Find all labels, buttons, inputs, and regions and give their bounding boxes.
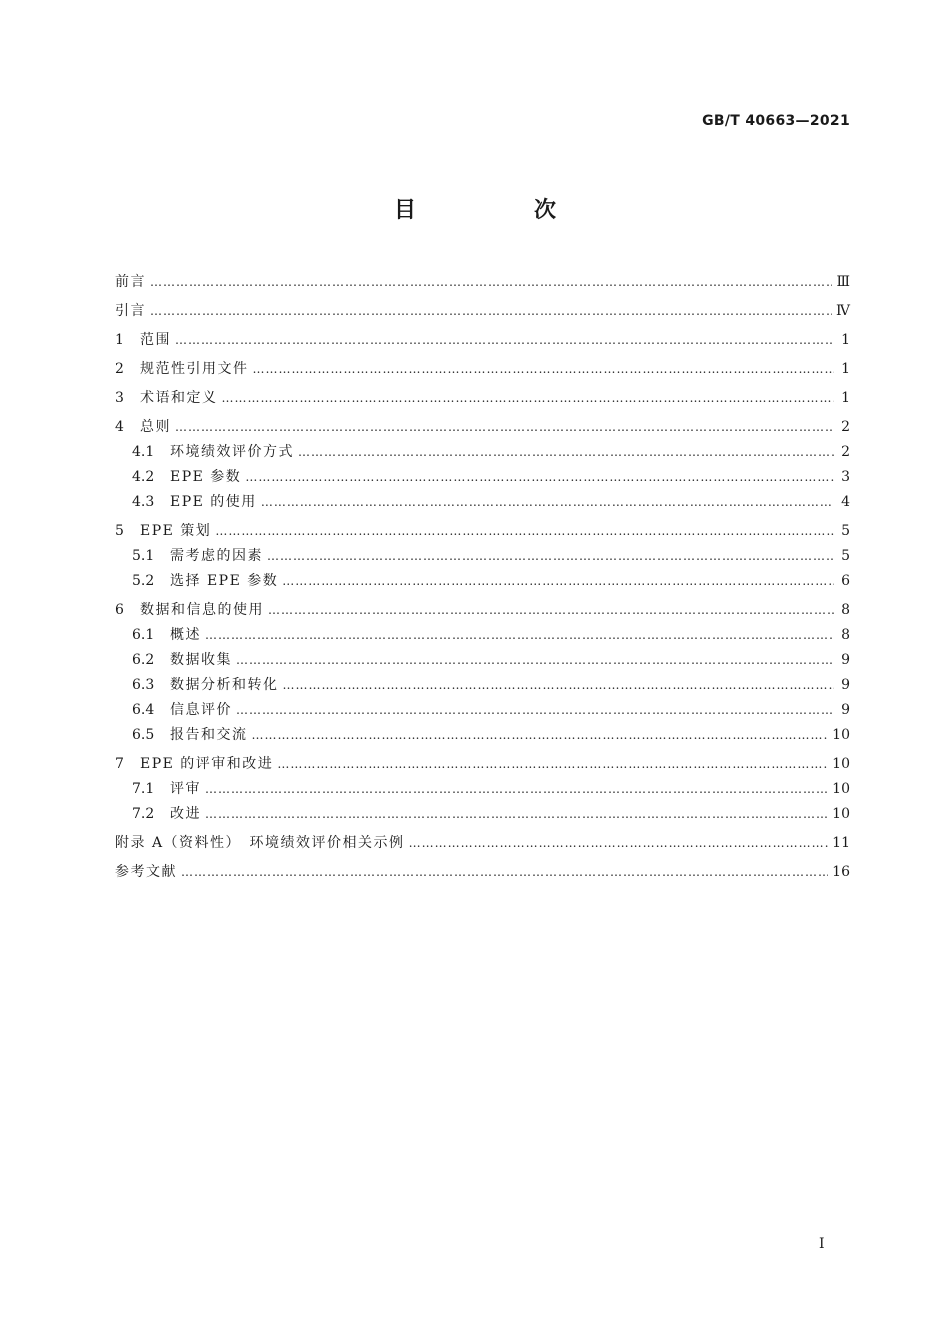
toc-subentry[interactable] — [115, 465, 850, 490]
toc-entry-page: 10 — [832, 727, 850, 743]
dot-leader — [268, 598, 834, 623]
toc-entry[interactable] — [115, 415, 850, 440]
toc-entry-label: EPE 参数 — [170, 469, 242, 485]
toc-entry-number: 4 — [115, 419, 124, 435]
toc-entry-page: 9 — [841, 702, 850, 718]
table-of-contents — [115, 270, 850, 885]
toc-subentry[interactable] — [115, 698, 850, 723]
toc-entry-label: 报告和交流 — [170, 727, 248, 743]
toc-entry-number: 7 — [115, 756, 124, 772]
standard-code: GB/T 40663—2021 — [702, 113, 850, 129]
toc-entry-label: 引言 — [115, 303, 146, 319]
dot-leader — [252, 723, 829, 748]
dot-leader — [236, 648, 834, 673]
toc-entry-page: 2 — [841, 419, 850, 435]
toc-entry-page: 5 — [841, 523, 850, 539]
toc-entry-label: 范围 — [140, 332, 171, 348]
toc-entry-label: 选择 EPE 参数 — [170, 573, 279, 589]
toc-entry-page: 3 — [841, 469, 850, 485]
toc-entry-page: 1 — [841, 361, 850, 377]
toc-entry-page: 1 — [841, 332, 850, 348]
dot-leader — [283, 673, 835, 698]
toc-entry-number: 6 — [115, 602, 124, 618]
toc-entry-label: 信息评价 — [170, 702, 232, 718]
dot-leader — [267, 544, 834, 569]
toc-entry-number: 2 — [115, 361, 124, 377]
toc-subentry[interactable] — [115, 440, 850, 465]
toc-entry-label: 规范性引用文件 — [140, 361, 249, 377]
toc-entry[interactable] — [115, 270, 850, 295]
toc-subentry[interactable] — [115, 802, 850, 827]
dot-leader — [175, 328, 834, 353]
dot-leader — [150, 299, 832, 324]
toc-entry[interactable] — [115, 831, 850, 856]
toc-entry[interactable] — [115, 328, 850, 353]
toc-entry-page: 9 — [841, 652, 850, 668]
toc-subentry[interactable] — [115, 623, 850, 648]
toc-entry-label: 数据和信息的使用 — [140, 602, 264, 618]
toc-entry-label: 前言 — [115, 274, 146, 290]
toc-entry-number: 6.3 — [132, 677, 155, 693]
toc-entry-page: Ⅳ — [836, 303, 850, 319]
dot-leader — [205, 777, 828, 802]
toc-entry-page: 8 — [841, 602, 850, 618]
dot-leader — [261, 490, 834, 515]
toc-entry-page: 10 — [832, 781, 850, 797]
toc-entry[interactable] — [115, 519, 850, 544]
dot-leader — [236, 698, 834, 723]
toc-entry-number: 7.1 — [132, 781, 155, 797]
toc-entry-page: 5 — [841, 548, 850, 564]
toc-entry-page: 10 — [832, 806, 850, 822]
toc-entry-label: 术语和定义 — [140, 390, 218, 406]
toc-subentry[interactable] — [115, 569, 850, 594]
toc-entry-page: 2 — [841, 444, 850, 460]
toc-entry-number: 4.2 — [132, 469, 155, 485]
toc-entry-label: 数据收集 — [170, 652, 232, 668]
toc-entry-label: 概述 — [170, 627, 201, 643]
page-title: 目 次 — [393, 198, 604, 223]
dot-leader — [222, 386, 835, 411]
toc-entry-page: 10 — [832, 756, 850, 772]
toc-entry-label: 环境绩效评价方式 — [170, 444, 294, 460]
dot-leader — [245, 465, 834, 490]
toc-entry-label: EPE 策划 — [140, 523, 212, 539]
toc-entry-page: 4 — [841, 494, 850, 510]
toc-entry[interactable] — [115, 386, 850, 411]
toc-entry-number: 6.5 — [132, 727, 155, 743]
toc-subentry[interactable] — [115, 544, 850, 569]
toc-entry-page: 11 — [832, 835, 850, 851]
toc-entry-number: 5.2 — [132, 573, 155, 589]
dot-leader — [205, 623, 834, 648]
page-number: I — [819, 1236, 825, 1252]
dot-leader — [282, 569, 834, 594]
dot-leader — [277, 752, 828, 777]
toc-subentry[interactable] — [115, 673, 850, 698]
dot-leader — [253, 357, 835, 382]
toc-entry-number: 4.1 — [132, 444, 155, 460]
toc-entry-label: 附录 A（资料性） 环境绩效评价相关示例 — [115, 835, 405, 851]
toc-entry-number: 4.3 — [132, 494, 155, 510]
toc-entry[interactable] — [115, 299, 850, 324]
dot-leader — [298, 440, 834, 465]
toc-entry-number: 5.1 — [132, 548, 155, 564]
toc-entry-page: 1 — [841, 390, 850, 406]
dot-leader — [175, 415, 834, 440]
toc-subentry[interactable] — [115, 648, 850, 673]
toc-subentry[interactable] — [115, 723, 850, 748]
toc-entry[interactable] — [115, 860, 850, 885]
toc-entry-label: EPE 的使用 — [170, 494, 257, 510]
toc-entry-number: 6.2 — [132, 652, 155, 668]
dot-leader — [150, 270, 832, 295]
toc-entry-label: 评审 — [170, 781, 201, 797]
toc-entry-page: 9 — [841, 677, 850, 693]
toc-entry-label: 数据分析和转化 — [170, 677, 279, 693]
toc-entry-number: 1 — [115, 332, 124, 348]
dot-leader — [205, 802, 828, 827]
toc-subentry[interactable] — [115, 490, 850, 515]
toc-entry[interactable] — [115, 357, 850, 382]
toc-entry-page: 8 — [841, 627, 850, 643]
toc-entry-number: 6.1 — [132, 627, 155, 643]
toc-entry-number: 3 — [115, 390, 124, 406]
toc-entry-number: 6.4 — [132, 702, 155, 718]
toc-entry-label: 总则 — [140, 419, 171, 435]
toc-entry-number: 7.2 — [132, 806, 155, 822]
toc-subentry[interactable] — [115, 777, 850, 802]
dot-leader — [215, 519, 834, 544]
toc-entry-page: Ⅲ — [836, 274, 850, 290]
toc-entry[interactable] — [115, 752, 850, 777]
toc-entry-label: EPE 的评审和改进 — [140, 756, 274, 772]
dot-leader — [409, 831, 829, 856]
toc-entry[interactable] — [115, 598, 850, 623]
toc-entry-label: 参考文献 — [115, 864, 177, 880]
toc-entry-label: 需考虑的因素 — [170, 548, 263, 564]
toc-entry-page: 6 — [841, 573, 850, 589]
toc-entry-number: 5 — [115, 523, 124, 539]
dot-leader — [181, 860, 828, 885]
toc-entry-page: 16 — [832, 864, 850, 880]
toc-entry-label: 改进 — [170, 806, 201, 822]
